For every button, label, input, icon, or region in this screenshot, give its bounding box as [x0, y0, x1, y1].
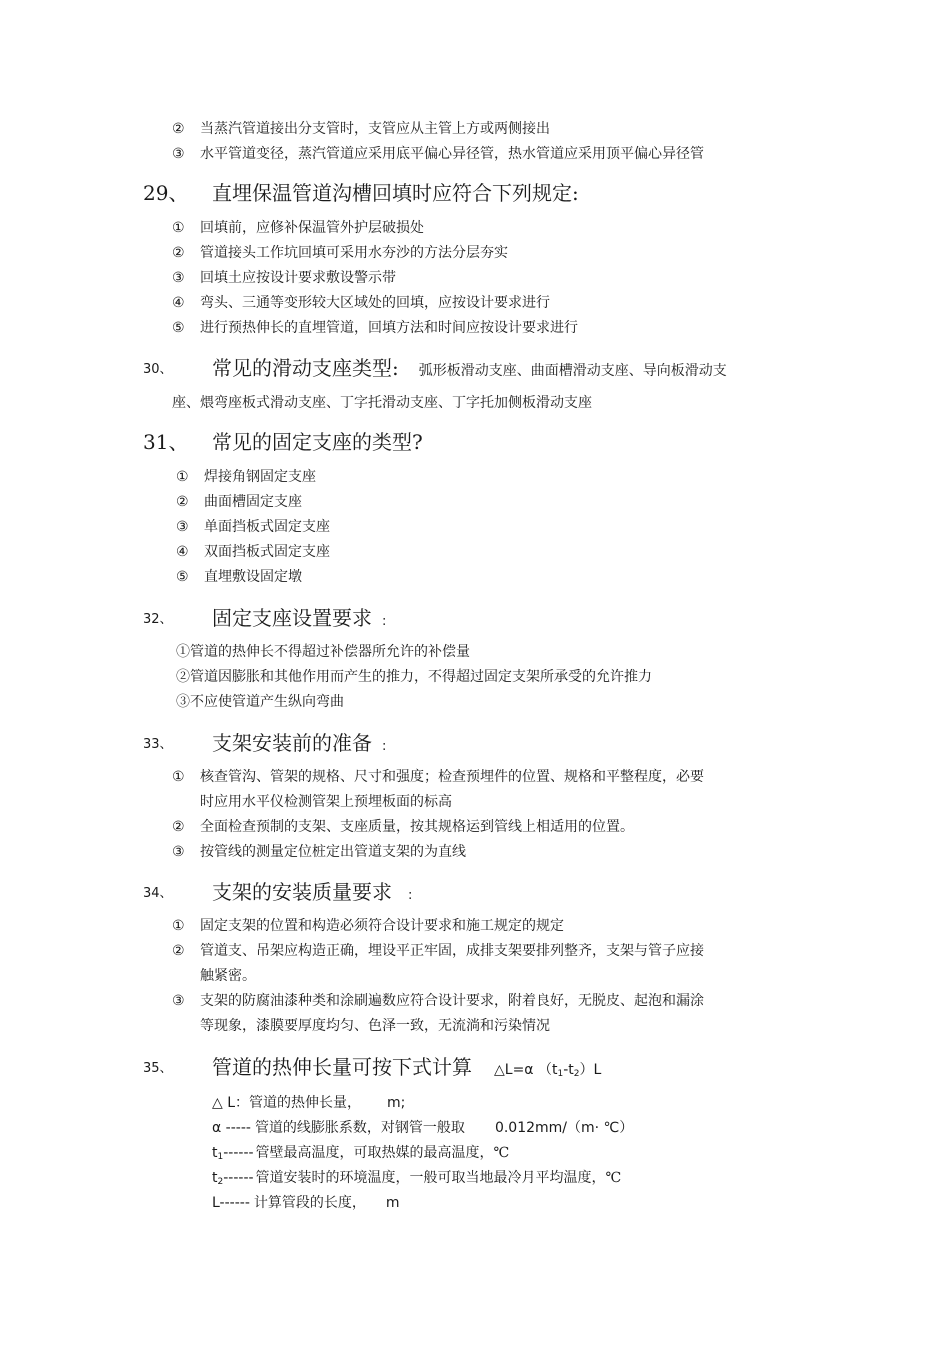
list-item [172, 120, 550, 138]
list-text: 进行预热伸长的直埋管道，回填方法和时间应按设计要求进行 [200, 320, 578, 336]
list-item [172, 768, 704, 786]
list-marker: ⑤ [172, 320, 185, 336]
section-title: 支架的安装质量要求 [212, 880, 392, 904]
section-title: 固定支座设置要求 [212, 606, 372, 630]
section-title: 常见的滑动支座类型: [212, 356, 399, 380]
formula-part: -t [563, 1062, 574, 1078]
section-title-line [212, 355, 727, 384]
definition-row [212, 1119, 633, 1137]
definition-symbol: t [212, 1145, 218, 1161]
section-title-line [212, 730, 386, 760]
definition-symbol: α ----- [212, 1120, 251, 1136]
definition-text: 计算管段的长度， [253, 1195, 366, 1211]
definition-symbol: △ L： [212, 1095, 250, 1111]
definition-text: 管道安装时的环境温度，一般可取当地最冷月平均温度，℃ [255, 1170, 622, 1186]
list-text: 支架的防腐油漆种类和涂刷遍数应符合设计要求，附着良好，无脱皮、起泡和漏涂 [200, 993, 704, 1009]
formula-part: ）L [579, 1062, 602, 1078]
formula-subscript: 2 [573, 1069, 580, 1079]
list-text: 曲面槽固定支座 [204, 494, 302, 510]
definition-row [212, 1194, 400, 1212]
definition-row [212, 1144, 509, 1166]
list-text: 双面挡板式固定支座 [204, 544, 330, 560]
list-text: 管道支、吊架应构造正确，埋设平正牢固，成排支架要排列整齐，支架与管子应接 [200, 943, 704, 959]
list-item [172, 319, 578, 337]
section-title: 直埋保温管道沟槽回填时应符合下列规定: [212, 181, 579, 205]
list-item-continuation: 时应用水平仪检测管架上预埋板面的标高 [200, 794, 452, 810]
section-colon: : [382, 739, 387, 754]
list-marker: ② [172, 943, 185, 959]
definition-value: 0.012mm/（m· ℃） [494, 1120, 634, 1136]
list-item [172, 818, 634, 836]
list-item [172, 219, 424, 237]
list-marker: ① [172, 769, 185, 785]
list-text: 回填前，应修补保温管外护层破损处 [200, 220, 424, 236]
list-text: 焊接角钢固定支座 [204, 469, 316, 485]
section-colon: : [382, 614, 387, 629]
section-number: 30、 [143, 362, 173, 377]
list-marker: ③ [172, 844, 185, 860]
list-text: 水平管道变径，蒸汽管道应采用底平偏心异径管，热水管道应采用顶平偏心异径管 [200, 146, 704, 162]
list-text: 固定支架的位置和构造必须符合设计要求和施工规定的规定 [200, 918, 564, 934]
list-text: 管道接头工作坑回填可采用水夯沙的方法分层夯实 [200, 245, 508, 261]
list-marker: ① [172, 220, 185, 236]
list-marker: ③ [172, 146, 185, 162]
definition-row [212, 1169, 621, 1191]
section-title-line [212, 879, 412, 909]
list-text: 单面挡板式固定支座 [204, 519, 330, 535]
list-item [172, 942, 704, 960]
definition-unit: m [385, 1195, 400, 1211]
section-number: 32、 [143, 612, 173, 627]
list-item-continuation: 触紧密。 [200, 968, 256, 984]
list-item [176, 493, 302, 511]
section-number: 33、 [143, 737, 173, 752]
list-text: 当蒸汽管道接出分支管时，支管应从主管上方或两侧接出 [200, 121, 550, 137]
list-text: 回填土应按设计要求敷设警示带 [200, 270, 396, 286]
definition-dash: ------ [223, 1170, 254, 1186]
list-text: 全面检查预制的支架、支座质量，按其规格运到管线上相适用的位置。 [200, 819, 634, 835]
section-title-line [212, 605, 386, 635]
list-text: 核查管沟、管架的规格、尺寸和强度；检查预埋件的位置、规格和平整程度，必要 [200, 769, 704, 785]
list-item [172, 145, 704, 163]
definition-text: 管道的热伸长量， [249, 1095, 362, 1111]
formula-part: △L=α （t [494, 1062, 558, 1078]
list-item [172, 843, 466, 861]
list-item [176, 568, 302, 586]
list-marker: ④ [176, 544, 189, 560]
definition-symbol: L------ [212, 1195, 250, 1211]
list-marker: ② [172, 121, 185, 137]
section-number: 35、 [143, 1061, 173, 1076]
list-item: ③不应使管道产生纵向弯曲 [176, 694, 344, 710]
list-text: 弯头、三通等变形较大区域处的回填，应按设计要求进行 [200, 295, 550, 311]
section-title: 支架安装前的准备 [212, 731, 372, 755]
list-marker: ① [176, 469, 189, 485]
list-text: 直埋敷设固定墩 [204, 569, 302, 585]
list-item-continuation: 等现象，漆膜要厚度均匀、色泽一致，无流淌和污染情况 [200, 1018, 550, 1034]
section-inline-text: 弧形板滑动支座、曲面槽滑动支座、导向板滑动支 [418, 363, 727, 379]
definition-unit: m; [387, 1095, 406, 1111]
section-continuation: 座、煨弯座板式滑动支座、丁字托滑动支座、丁字托加侧板滑动支座 [172, 395, 592, 411]
definition-symbol: t [212, 1170, 218, 1186]
definition-subscript: 2 [217, 1177, 224, 1187]
section-number: 29、 [143, 181, 189, 205]
list-marker: ③ [176, 519, 189, 535]
list-item [176, 518, 330, 536]
list-marker: ② [172, 245, 185, 261]
list-marker: ③ [172, 270, 185, 286]
section-title-line [212, 1054, 601, 1087]
list-marker: ② [176, 494, 189, 510]
section-title: 常见的固定支座的类型? [212, 430, 423, 454]
list-marker: ⑤ [176, 569, 189, 585]
list-item [172, 269, 396, 287]
list-marker: ④ [172, 295, 185, 311]
list-text: 按管线的测量定位桩定出管道支架的为直线 [200, 844, 466, 860]
list-item [172, 294, 550, 312]
definition-subscript: 1 [217, 1152, 224, 1162]
definition-dash: ------ [223, 1145, 254, 1161]
list-marker: ③ [172, 993, 185, 1009]
list-item [172, 992, 704, 1010]
definition-row [212, 1094, 405, 1112]
formula-subscript: 1 [557, 1069, 564, 1079]
section-number: 34、 [143, 886, 173, 901]
section-colon: : [408, 888, 413, 903]
formula [494, 1062, 601, 1078]
list-item [176, 543, 330, 561]
list-item: ②管道因膨胀和其他作用而产生的推力，不得超过固定支架所承受的允许推力 [176, 669, 652, 685]
list-item [176, 468, 316, 486]
section-title: 管道的热伸长量可按下式计算 [212, 1055, 472, 1079]
list-item [172, 244, 508, 262]
list-item: ①管道的热伸长不得超过补偿器所允许的补偿量 [176, 644, 470, 660]
definition-text: 管壁最高温度，可取热媒的最高温度，℃ [255, 1145, 510, 1161]
definition-text: 管道的线膨胀系数，对钢管一般取 [254, 1120, 465, 1136]
list-item [172, 917, 564, 935]
section-number: 31、 [143, 430, 189, 454]
list-marker: ① [172, 918, 185, 934]
list-marker: ② [172, 819, 185, 835]
